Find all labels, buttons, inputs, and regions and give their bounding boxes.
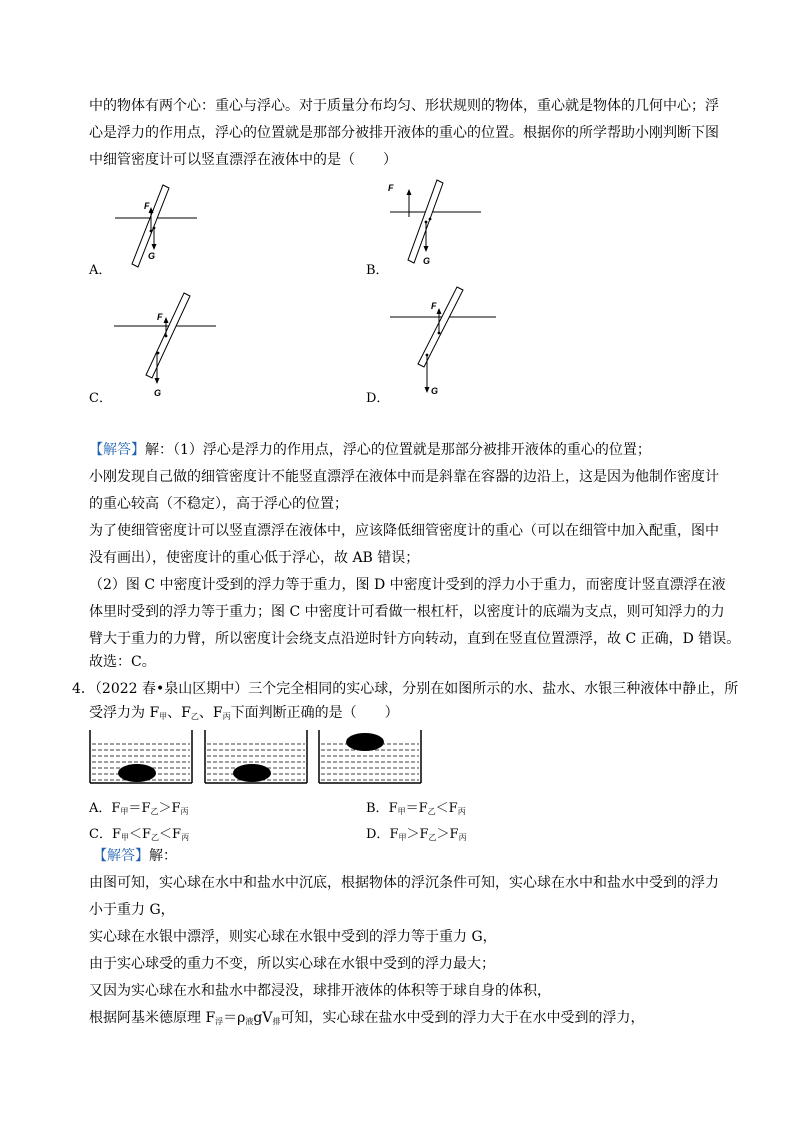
answer4-sub-ye: 液 (245, 1017, 254, 1026)
q4-c-op1: ＜ (128, 827, 142, 842)
q4-c-f1: F (111, 827, 121, 842)
answer4-jie: 解： (149, 848, 177, 864)
answer3-text-1: 解：（1）浮心是浮力的作用点，浮心的位置就是那部分被排开液体的重心的位置； (145, 442, 651, 458)
q4-ball-saltwater (233, 764, 271, 782)
q4-sub-jia: 甲 (159, 712, 168, 721)
q4-c-f3: F (172, 827, 182, 842)
q3-option-d-label: D． (366, 391, 390, 406)
answer3-tag: 【解答】 (89, 442, 145, 458)
q4-option-b (366, 797, 466, 817)
answer3-line-9: 故选：C。 (89, 654, 156, 670)
q3-c-g-label: G (154, 388, 162, 398)
q4-c-sub1: 甲 (120, 833, 129, 842)
q4-beaker-mercury (318, 730, 422, 784)
q4-a-f1: F (111, 801, 121, 816)
answer3-line-8: 臂大于重力的力臂，所以密度计会绕支点沿逆时针方向转动，直到在竖直位置漂浮，故 C 正确，D 错误。 (89, 631, 741, 647)
answer4-text-6d: 可知，实心球在盐水中受到的浮力大于在水中受到的浮力， (280, 1010, 645, 1026)
answer4-line-5: 又因为实心球在水和盐水中都浸没，球排开液体的体积等于球自身的体积， (89, 983, 551, 999)
q4-d-f3: F (449, 827, 459, 842)
answer4-header (93, 847, 177, 865)
q3-figure-d (388, 287, 498, 402)
q4-d-sub2: 乙 (428, 833, 437, 842)
q4-sep-2: 、F (198, 705, 223, 721)
q4-number: 4． (72, 681, 95, 697)
q4-b-f3: F (448, 801, 458, 816)
q4-option-c (89, 823, 189, 843)
q3-b-g-label: G (423, 256, 431, 266)
q3-b-f-label: F (388, 183, 394, 193)
q4-a-f3: F (171, 801, 181, 816)
q4-ball-mercury (346, 733, 384, 751)
q3-d-g-label: G (431, 386, 439, 396)
q4-b-sub3: 丙 (457, 807, 466, 816)
answer4-line-1: 由图可知，实心球在水中和盐水中沉底，根据物体的浮沉条件可知，实心球在水中和盐水中受到的浮力 (89, 875, 719, 891)
q4-a-sub1: 甲 (120, 807, 129, 816)
answer3-line-3: 的重心较高（不稳定），高于浮心的位置； (89, 496, 348, 512)
answer3-line-7: 体里时受到的浮力等于重力；图 C 中密度计可看做一根杠杆，以密度计的底端为支点，则可知浮力的力 (89, 604, 725, 620)
q4-text-2b: 下面判断正确的是（ ） (230, 705, 399, 721)
q4-a-op2: ＞ (158, 801, 172, 816)
answer4-text-6a: 根据阿基米德原理 F (89, 1010, 216, 1026)
intro-line-2: 心是浮力的作用点，浮心的位置就是那部分被排开液体的重心的位置。根据你的所学帮助小刚判断下图 (89, 125, 719, 141)
q4-c-sub2: 乙 (151, 833, 160, 842)
answer4-text-6c: gV (253, 1010, 273, 1026)
q4-b-op2: ＜ (435, 801, 449, 816)
q4-sep-1: 、F (167, 705, 191, 721)
answer3-line-4: 为了使细管密度计可以竖直漂浮在液体中，应该降低细管密度计的重心（可以在细管中加入配重，图中 (89, 523, 719, 539)
q4-a-f2: F (141, 801, 151, 816)
answer3-line-2: 小刚发现自己做的细管密度计不能竖直漂浮在液体中而是斜靠在容器的边沿上，这是因为他制作密度计 (89, 469, 719, 485)
q4-b-f1: F (388, 801, 398, 816)
q4-b-label: B． (366, 801, 389, 816)
answer3-line-5: 没有画出），使密度计的重心低于浮心，故 AB 错误； (89, 550, 420, 566)
answer4-sub-fu: 浮 (215, 1017, 224, 1026)
q4-beaker-saltwater (204, 730, 308, 784)
q4-d-sub1: 甲 (398, 833, 407, 842)
q4-line-1 (72, 680, 738, 698)
answer4-line-3: 实心球在水银中漂浮，则实心球在水银中受到的浮力等于重力 G， (89, 929, 497, 945)
q4-b-sub1: 甲 (397, 807, 406, 816)
q4-a-op1: ＝ (128, 801, 142, 816)
q4-b-sub2: 乙 (427, 807, 436, 816)
q3-figure-c (112, 293, 217, 403)
q4-option-a (89, 797, 189, 817)
q4-c-op2: ＜ (159, 827, 173, 842)
answer4-tag: 【解答】 (93, 848, 149, 864)
answer4-sub-pai: 排 (272, 1017, 281, 1026)
q4-b-op1: ＝ (405, 801, 419, 816)
q3-c-f-label: F (157, 312, 163, 322)
q4-d-op2: ＞ (436, 827, 450, 842)
q3-figure-a (110, 185, 205, 275)
answer4-text-6b: ＝ρ (223, 1010, 246, 1026)
q3-d-f-label: F (431, 301, 437, 311)
q4-beaker-water (89, 730, 193, 784)
q4-b-f2: F (418, 801, 428, 816)
q3-option-b-label: B． (366, 263, 389, 278)
answer4-line-6 (89, 1009, 644, 1031)
intro-line-1: 中的物体有两个心：重心与浮心。对于质量分布均匀、形状规则的物体，重心就是物体的几何中心；浮 (89, 98, 719, 114)
q4-c-label: C． (89, 827, 112, 842)
q3-figure-b (385, 175, 485, 270)
q4-c-f2: F (142, 827, 152, 842)
q4-sub-yi: 乙 (190, 712, 199, 721)
q4-d-sub3: 丙 (458, 833, 467, 842)
q3-option-c-label: C． (89, 391, 112, 406)
q4-a-sub3: 丙 (180, 807, 189, 816)
q4-text-1: （2022 春•泉山区期中）三个完全相同的实心球，分别在如图所示的水、盐水、水银三种液体中静止，所 (94, 681, 739, 697)
q4-d-op1: ＞ (406, 827, 420, 842)
q3-a-g-label: G (148, 251, 156, 261)
q4-d-f1: F (389, 827, 399, 842)
answer3-line-1 (89, 441, 651, 459)
q4-a-sub2: 乙 (150, 807, 159, 816)
q4-d-label: D． (366, 827, 390, 842)
q4-sub-bing: 丙 (222, 712, 231, 721)
q4-ball-water (118, 764, 156, 782)
intro-line-3: 中细管密度计可以竖直漂浮在液体中的是（ ） (89, 152, 397, 168)
q4-c-sub3: 丙 (181, 833, 190, 842)
answer4-line-2: 小于重力 G， (89, 902, 175, 918)
q3-option-a-label: A． (89, 263, 112, 278)
q4-text-2a: 受浮力为 F (89, 705, 160, 721)
q4-line-2 (89, 704, 399, 726)
q4-d-f2: F (419, 827, 429, 842)
q4-a-label: A． (89, 801, 112, 816)
q4-option-d (366, 823, 467, 843)
answer4-line-4: 由于实心球受的重力不变，所以实心球在水银中受到的浮力最大； (89, 956, 495, 972)
q3-a-f-label: F (144, 201, 150, 211)
answer3-line-6: （2）图 C 中密度计受到的浮力等于重力，图 D 中密度计受到的浮力小于重力，而密度计竖直漂浮在液 (89, 577, 726, 593)
